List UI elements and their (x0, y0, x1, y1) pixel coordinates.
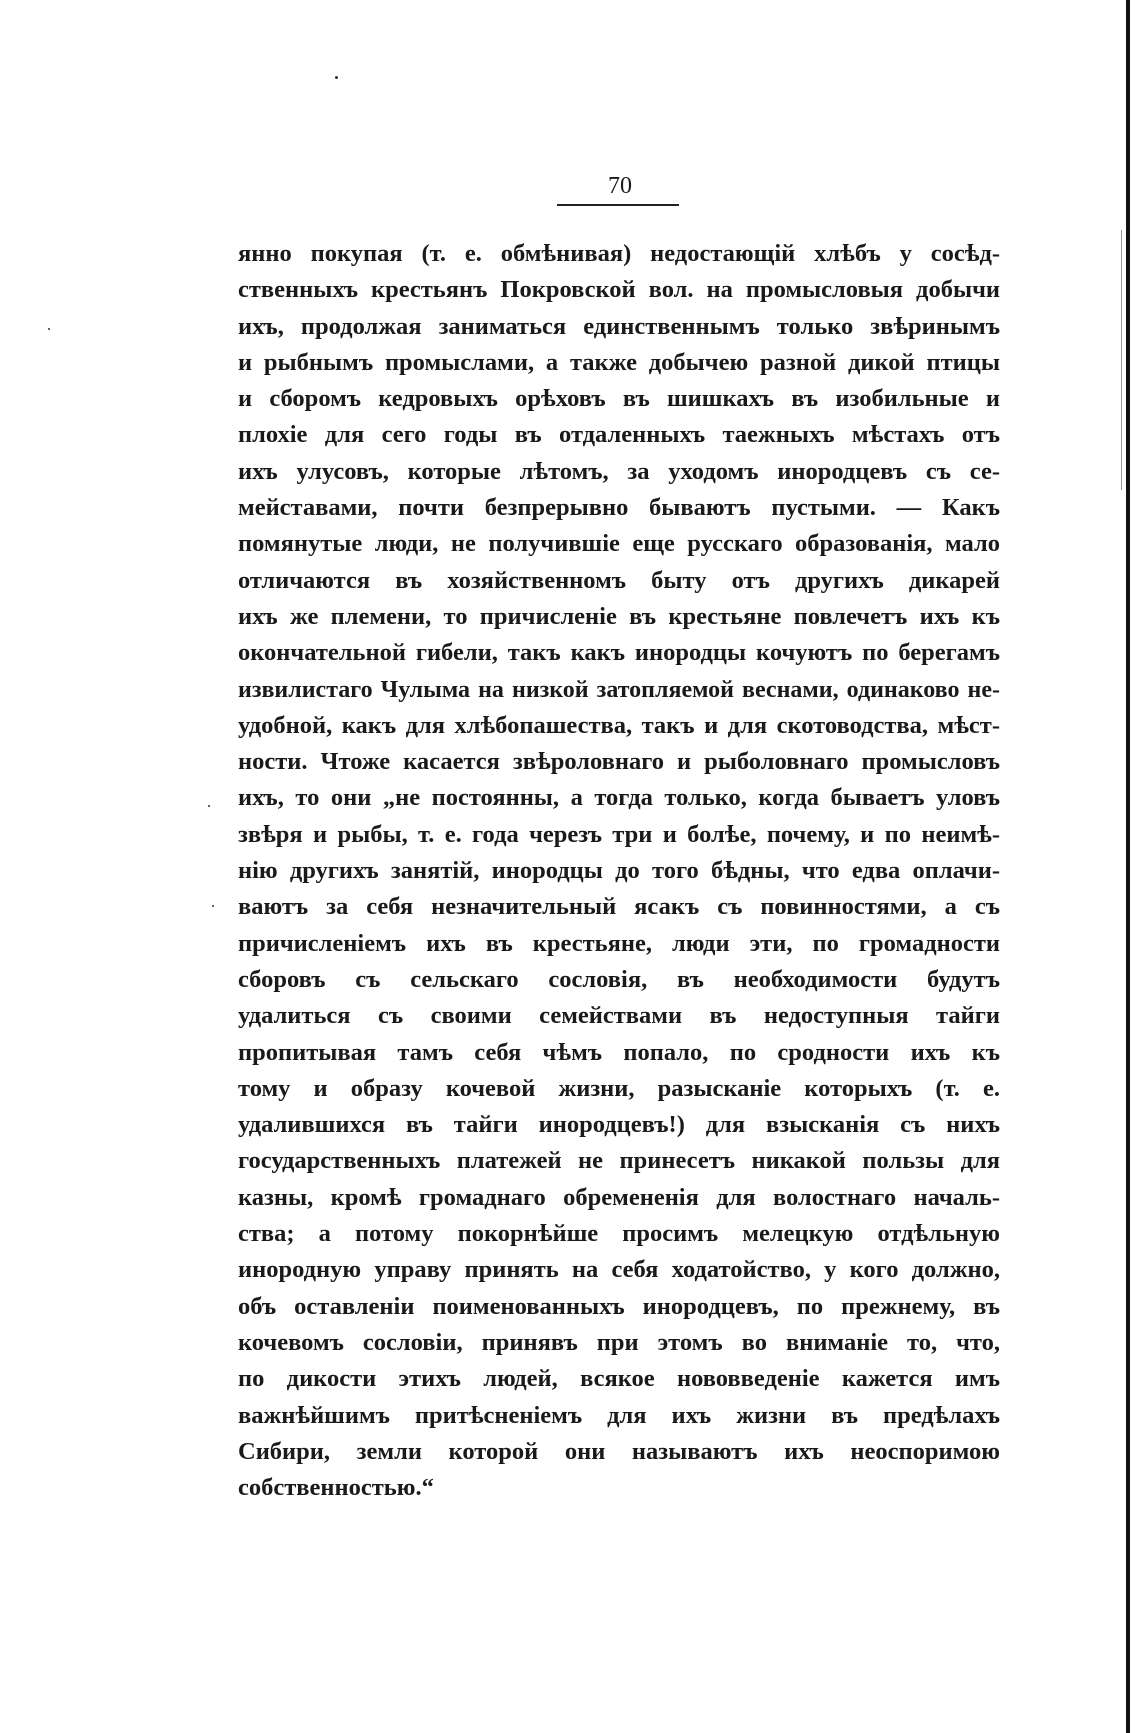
binding-edge (1126, 0, 1130, 1733)
text-line: ваютъ за себя незначительный ясакъ съ повинностями, а съ (238, 893, 1000, 921)
paper-speck (212, 905, 214, 907)
text-line: окончательной гибели, такъ какъ инородцы кочуютъ по берегамъ (238, 639, 1000, 667)
text-line: ихъ же племени, то причисленіе въ крестьяне повлечетъ ихъ къ (238, 602, 1000, 630)
text-line: государственныхъ платежей не принесетъ никакой пользы для (238, 1147, 1000, 1175)
page-number-rule (557, 204, 679, 206)
paper-speck (335, 76, 338, 79)
text-line: сборовъ съ сельскаго сословія, въ необходимости будутъ (238, 965, 1000, 993)
text-line: нію другихъ занятій, инородцы до того бѣдны, что едва оплачи- (238, 857, 1000, 885)
text-line: удобной, какъ для хлѣбопашества, такъ и для скотоводства, мѣст- (238, 711, 1000, 739)
text-line: ности. Чтоже касается звѣроловнаго и рыболовнаго промысловъ (238, 748, 1000, 776)
text-line: ихъ улусовъ, которые лѣтомъ, за уходомъ инородцевъ съ се- (238, 457, 1000, 485)
text-line: удалиться съ своими семействами въ недоступныя тайги (238, 1002, 1000, 1030)
text-line: тому и образу кочевой жизни, разысканіе которыхъ (т. е. (238, 1074, 1000, 1102)
text-line: ихъ, то они „не постоянны, а тогда только, когда бываетъ уловъ (238, 784, 1000, 812)
text-line: кочевомъ сословіи, принявъ при этомъ во вниманіе то, что, (238, 1328, 1000, 1356)
text-line: по дикости этихъ людей, всякое нововведеніе кажется имъ (238, 1365, 1000, 1393)
text-line: янно покупая (т. е. обмѣнивая) недостающій хлѣбъ у сосѣд- (238, 240, 1000, 267)
body-text (238, 236, 1000, 1506)
text-line: ства; а потому покорнѣйше просимъ мелецкую отдѣльную (238, 1220, 1000, 1248)
text-line: мейставами, почти безпрерывно бываютъ пустыми. — Какъ (238, 494, 1000, 522)
text-line: ственныхъ крестьянъ Покровской вол. на промысловыя добычи (238, 276, 1000, 304)
text-line: важнѣйшимъ притѣсненіемъ для ихъ жизни въ предѣлахъ (238, 1401, 1000, 1429)
text-line: звѣря и рыбы, т. е. года черезъ три и болѣе, почему, и по неимѣ- (238, 820, 1000, 848)
page-number: 70 (608, 173, 632, 199)
text-line: инородную управу принять на себя ходатойство, у кого должно, (238, 1256, 1000, 1284)
text-line: пропитывая тамъ себя чѣмъ попало, по сродности ихъ къ (238, 1038, 1000, 1066)
text-line: объ оставленіи поименованныхъ инородцевъ, по прежнему, въ (238, 1292, 1000, 1320)
text-line: причисленіемъ ихъ въ крестьяне, люди эти, по громадности (238, 929, 1000, 957)
paper-speck (48, 328, 50, 330)
text-line: и сборомъ кедровыхъ орѣховъ въ шишкахъ въ изобильные и (238, 385, 1000, 413)
text-line: казны, кромѣ громаднаго обремененія для волостнаго началь- (238, 1183, 1000, 1211)
text-line: и рыбнымъ промыслами, а также добычею разной дикой птицы (238, 348, 1000, 376)
text-line: извилистаго Чулыма на низкой затопляемой веснами, одинаково не- (238, 676, 1000, 703)
binding-edge-shadow (1121, 230, 1122, 490)
paper-speck (208, 805, 210, 807)
text-line: отличаются въ хозяйственномъ быту отъ другихъ дикарей (238, 566, 1000, 594)
text-line: помянутые люди, не получившіе еще русскаго образованія, мало (238, 530, 1000, 558)
text-line: Сибири, земли которой они называютъ ихъ неоспоримою (238, 1437, 1000, 1465)
text-line: ихъ, продолжая заниматься единственнымъ только звѣринымъ (238, 312, 1000, 340)
text-line: плохіе для сего годы въ отдаленныхъ таежныхъ мѣстахъ отъ (238, 421, 1000, 449)
text-line-final: собственностью.“ (238, 1474, 434, 1502)
text-line: удалившихся въ тайги инородцевъ!) для взысканія съ нихъ (238, 1111, 1000, 1139)
